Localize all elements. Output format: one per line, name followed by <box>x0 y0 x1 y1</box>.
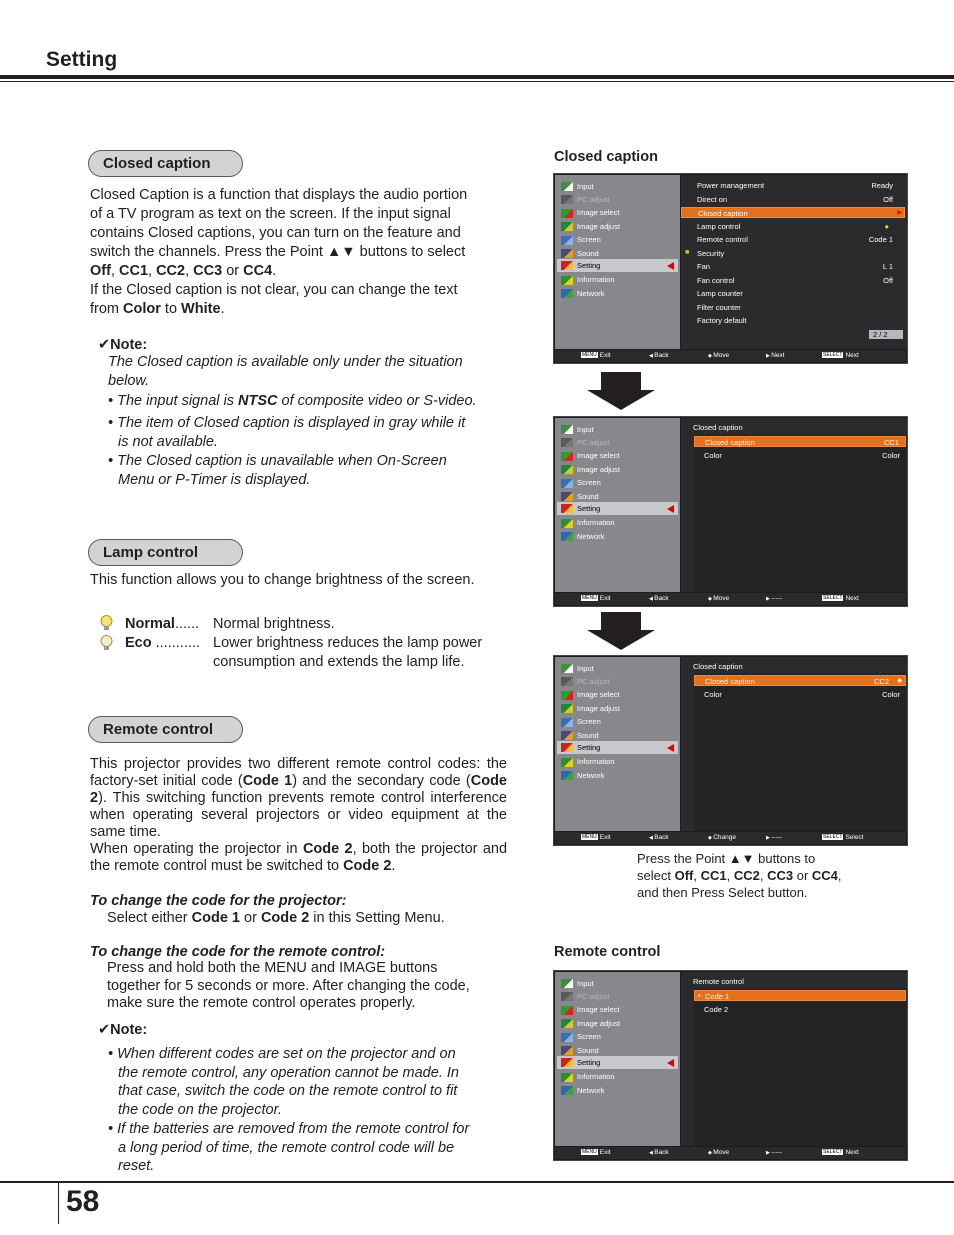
osd-menu-icon <box>561 664 573 673</box>
updown-arrow-icon: ◆ <box>897 678 902 684</box>
osd-screen-closed-caption <box>553 416 908 607</box>
osd-menu-item-setting[interactable] <box>557 502 678 515</box>
note-bullet-codes: • When different codes are set on the projector and on the remote control, any operation cannot be made. In that case, switch the code on the remote control to fit the code on the projector. <box>108 1046 459 1118</box>
osd-key-label: Back <box>654 834 669 841</box>
menu-key-icon: MENU <box>582 352 597 358</box>
note-bullet-ntsc: • The input signal is NTSC of composite video or S-video. <box>108 393 477 409</box>
osd-submenu-item-color[interactable] <box>694 450 906 461</box>
osd-item-label: Closed caption <box>705 677 755 686</box>
osd-menu-label: Screen <box>577 1032 601 1042</box>
osd-key-hint <box>581 595 611 602</box>
osd-menu-label: Screen <box>577 235 601 245</box>
projector-code-text: Select either Code 1 or Code 2 in this Setting Menu. <box>107 910 445 926</box>
osd-submenu-item-code-1[interactable] <box>694 990 906 1001</box>
osd-menu-label: Network <box>577 770 605 780</box>
select-instruction: Press the Point ▲▼ buttons to select Off, CC1, CC2, CC3 or CC4, and then Press Select button. <box>637 851 842 900</box>
osd-setting-item-filter-counter[interactable] <box>681 302 905 313</box>
osd-menu-label: Information <box>577 757 615 767</box>
remote-code-text: Press and hold both the MENU and IMAGE buttons together for 5 seconds or more. After changing the code, make sure the remote control operates properly. <box>107 960 470 1011</box>
osd-menu-icon <box>561 532 573 541</box>
osd-item-value: Color <box>882 689 900 699</box>
osd-right-panel <box>681 175 907 349</box>
osd-menu-icon <box>561 704 573 713</box>
osd-active-arrow-icon <box>667 744 674 752</box>
osd-menu-icon <box>561 276 573 285</box>
osd-right-panel <box>681 657 907 831</box>
osd-menu-icon <box>561 743 573 752</box>
osd-key-hint <box>708 595 729 602</box>
select-key-icon: SELECT <box>823 1149 843 1155</box>
osd-submenu-title: Closed caption <box>693 662 743 671</box>
osd-item-value: Code 1 <box>868 235 893 244</box>
osd-menu-label: Setting <box>577 1057 601 1067</box>
left-arrow-icon: ◀ <box>649 596 655 602</box>
osd-menu-label: PC adjust <box>577 194 610 204</box>
osd-menu-label: Image select <box>577 451 620 461</box>
osd-key-label: Back <box>654 1149 669 1156</box>
projector-code-heading: To change the code for the projector: <box>90 893 347 909</box>
lamp-eco-desc: Lower brightness reduces the lamp power consumption and extends the lamp life. <box>213 635 483 670</box>
osd-menu-label: Image select <box>577 690 620 700</box>
osd-item-value: L 1 <box>882 262 893 271</box>
lamp-control-body: This function allows you to change brightness of the screen. <box>90 572 475 588</box>
figure-caption-closed-caption: Closed caption <box>554 149 658 165</box>
osd-bottom-bar <box>555 832 906 844</box>
osd-menu-icon <box>561 438 573 447</box>
osd-menu-label: Setting <box>577 742 601 752</box>
osd-submenu-panel <box>694 434 907 592</box>
osd-menu-label: Image select <box>577 208 620 218</box>
osd-bottom-bar <box>555 593 906 605</box>
osd-menu-icon <box>561 261 573 270</box>
osd-item-label: Direct on <box>697 194 728 204</box>
osd-menu-icon <box>561 758 573 767</box>
osd-key-hint <box>581 1149 611 1156</box>
osd-left-menu <box>555 657 680 831</box>
osd-key-label: Change <box>713 834 737 841</box>
down-arrow-icon <box>587 372 655 410</box>
osd-right-panel <box>681 972 907 1146</box>
osd-menu-icon <box>561 195 573 204</box>
osd-item-label: Code 1 <box>705 992 730 1001</box>
osd-key-label: Move <box>713 352 730 359</box>
lamp-eco-icon <box>100 635 113 652</box>
osd-key-hint <box>822 595 859 602</box>
osd-bottom-bar <box>555 1147 906 1159</box>
osd-key-hint <box>822 1149 859 1156</box>
left-arrow-icon: ◀ <box>649 353 655 359</box>
right-arrow-icon: ▶ <box>766 835 772 841</box>
osd-menu-label: Network <box>577 288 605 298</box>
right-arrow-icon: ▶ <box>897 210 902 216</box>
right-arrow-icon: ▶ <box>766 596 772 602</box>
updown-arrow-icon: ◆ <box>708 835 714 841</box>
figure-caption-remote-control: Remote control <box>554 944 661 960</box>
osd-key-hint <box>649 595 669 602</box>
right-arrow-icon: ▶ <box>766 353 772 359</box>
osd-item-label: Security <box>697 248 725 258</box>
osd-menu-icon <box>561 691 573 700</box>
osd-key-hint <box>649 352 669 359</box>
page-title: Setting <box>46 48 118 71</box>
osd-submenu-title: Remote control <box>693 977 744 986</box>
osd-menu-icon <box>561 182 573 191</box>
note-bullet-batteries: • If the batteries are removed from the remote control for a long period of time, the remote control code will be reset. <box>108 1121 470 1174</box>
osd-key-hint <box>649 1149 669 1156</box>
closed-caption-heading: Closed caption <box>88 150 243 177</box>
osd-menu-icon <box>561 771 573 780</box>
osd-submenu-item-closed-caption[interactable] <box>694 436 906 447</box>
osd-menu-icon <box>561 479 573 488</box>
osd-item-label: Remote control <box>697 235 748 244</box>
osd-menu-label: PC adjust <box>577 437 610 447</box>
osd-key-label: Move <box>713 1149 730 1156</box>
osd-menu-label: Image adjust <box>577 221 620 231</box>
osd-menu-label: Sound <box>577 1045 599 1055</box>
osd-menu-icon <box>561 209 573 218</box>
osd-key-label: Move <box>713 595 730 602</box>
osd-key-label: ----- <box>771 595 783 602</box>
osd-menu-icon <box>561 1006 573 1015</box>
closed-caption-body: Closed Caption is a function that displays the audio portion of a TV program as text on the screen. If the input signal contains Closed captions, you can turn on the feature and switch the channels. Press the Point ▲▼ buttons to select Off, CC1, CC2, CC3 or CC4. If the Closed caption is not clear, you can change the text from Color to White. <box>90 187 468 317</box>
lamp-normal-desc: Normal brightness. <box>213 616 335 632</box>
osd-key-label: Select <box>845 834 864 841</box>
left-arrow-icon: ◀ <box>649 1150 655 1156</box>
osd-menu-label: Information <box>577 275 615 285</box>
menu-key-icon: MENU <box>582 834 597 840</box>
osd-submenu-item-code-2[interactable] <box>694 1004 906 1015</box>
osd-key-hint <box>581 352 611 359</box>
osd-menu-icon <box>561 504 573 513</box>
osd-menu-label: Input <box>577 663 594 673</box>
osd-menu-label: Input <box>577 181 594 191</box>
osd-menu-label: Setting <box>577 503 601 513</box>
osd-setting-item-fan[interactable] <box>681 261 905 272</box>
osd-menu-label: PC adjust <box>577 676 610 686</box>
osd-item-label: Lamp control <box>697 221 741 231</box>
osd-bottom-bar <box>555 350 906 362</box>
osd-submenu-panel <box>694 988 907 1146</box>
osd-menu-item-setting[interactable] <box>557 259 678 272</box>
osd-menu-icon <box>561 1033 573 1042</box>
osd-key-label: Back <box>654 595 669 602</box>
select-key-icon: SELECT <box>823 834 843 840</box>
osd-setting-item-direct-on[interactable] <box>681 194 905 205</box>
osd-menu-icon <box>561 249 573 258</box>
osd-submenu-item-color[interactable] <box>694 689 906 700</box>
note-label: ✔Note: <box>98 337 148 353</box>
osd-menu-icon <box>561 718 573 727</box>
osd-menu-label: Image adjust <box>577 1018 620 1028</box>
osd-setting-item-closed-caption[interactable] <box>681 207 905 218</box>
osd-page-indicator: 2 / 2 <box>869 330 903 339</box>
osd-setting-item-factory-default[interactable] <box>681 315 905 326</box>
osd-menu-icon <box>561 1073 573 1082</box>
osd-key-label: ----- <box>771 1149 783 1156</box>
osd-menu-label: Network <box>577 1085 605 1095</box>
osd-left-menu <box>555 175 680 349</box>
right-arrow-icon: ▶ <box>766 1150 772 1156</box>
osd-screen-remote-control <box>553 970 908 1161</box>
osd-item-value: CC1 <box>883 438 899 447</box>
osd-key-hint <box>766 352 785 359</box>
osd-menu-label: Sound <box>577 248 599 258</box>
osd-menu-label: Input <box>577 424 594 434</box>
osd-item-label: Lamp counter <box>697 289 743 298</box>
osd-left-menu <box>555 972 680 1146</box>
osd-menu-icon <box>561 992 573 1001</box>
osd-screen-closed-caption-select <box>553 655 908 846</box>
osd-menu-icon <box>561 731 573 740</box>
osd-key-hint <box>581 834 611 841</box>
osd-active-arrow-icon <box>667 505 674 513</box>
osd-menu-label: Setting <box>577 260 601 270</box>
osd-menu-icon <box>561 519 573 528</box>
note-bullet-gray: • The item of Closed caption is displayed in gray while it is not available. <box>108 415 466 450</box>
osd-setting-item-power-management[interactable] <box>681 180 905 191</box>
osd-menu-icon <box>561 979 573 988</box>
osd-menu-icon <box>561 492 573 501</box>
select-key-icon: SELECT <box>823 352 843 358</box>
osd-key-label: Next <box>845 352 859 359</box>
osd-key-hint <box>822 834 864 841</box>
osd-key-hint <box>766 595 782 602</box>
osd-key-hint <box>708 834 736 841</box>
osd-menu-label: Information <box>577 1072 615 1082</box>
updown-arrow-icon: ◆ <box>708 596 714 602</box>
osd-key-hint <box>766 834 782 841</box>
osd-menu-label: Image select <box>577 1005 620 1015</box>
osd-menu-icon <box>561 1086 573 1095</box>
osd-setting-item-fan-control[interactable] <box>681 275 905 286</box>
osd-menu-icon <box>561 222 573 231</box>
osd-menu-icon <box>561 677 573 686</box>
selected-dot-icon: • <box>698 991 701 1000</box>
osd-menu-icon <box>561 1019 573 1028</box>
osd-menu-label: PC adjust <box>577 991 610 1001</box>
lamp-normal-icon <box>100 615 113 632</box>
header-rule-thin <box>0 81 954 82</box>
osd-active-arrow-icon <box>667 1059 674 1067</box>
lamp-normal-label: Normal...... <box>125 616 200 632</box>
osd-key-hint <box>708 352 729 359</box>
remote-control-body: This projector provides two different remote control codes: the factory-set initial code (Code 1) and the secondary code (Code 2). This switching function prevents remote control interference when operating several projectors or video equipment at the same time. <box>90 756 507 840</box>
osd-menu-label: Input <box>577 978 594 988</box>
osd-right-panel <box>681 418 907 592</box>
remote-code-heading: To change the code for the remote control: <box>90 944 386 960</box>
note-label-2: ✔Note: <box>98 1022 148 1038</box>
osd-setting-item-security[interactable] <box>681 248 905 259</box>
remote-control-body-2: When operating the projector in Code 2, both the projector and the remote control must be switched to Code 2. <box>90 841 508 874</box>
left-arrow-icon: ◀ <box>649 835 655 841</box>
osd-item-value: Off <box>883 194 893 204</box>
osd-item-label: Code 2 <box>704 1004 729 1014</box>
osd-item-value: Off <box>883 275 893 285</box>
osd-key-label: Exit <box>599 595 611 602</box>
osd-key-hint <box>766 1149 782 1156</box>
osd-menu-label: Image adjust <box>577 703 620 713</box>
osd-screen-setting-menu <box>553 173 908 364</box>
osd-submenu-title: Closed caption <box>693 423 743 432</box>
footer-divider <box>58 1182 59 1224</box>
down-arrow-icon <box>587 612 655 650</box>
osd-menu-label: Sound <box>577 730 599 740</box>
osd-setting-item-lamp-control[interactable] <box>681 221 905 232</box>
note-intro: The Closed caption is available only under the situation below. <box>108 354 463 389</box>
osd-left-menu <box>555 418 680 592</box>
menu-key-icon: MENU <box>582 1149 597 1155</box>
osd-key-hint <box>822 352 859 359</box>
osd-menu-icon <box>561 236 573 245</box>
footer-rule <box>0 1181 954 1183</box>
osd-menu-item-setting[interactable] <box>557 1056 678 1069</box>
osd-key-label: Next <box>771 352 785 359</box>
osd-menu-label: Information <box>577 518 615 528</box>
osd-menu-label: Screen <box>577 478 601 488</box>
header-rule <box>0 75 954 79</box>
osd-key-label: Next <box>845 595 859 602</box>
osd-submenu-item-closed-caption[interactable] <box>694 675 906 686</box>
lamp-control-heading: Lamp control <box>88 539 243 566</box>
osd-menu-label: Screen <box>577 717 601 727</box>
osd-key-label: ----- <box>771 834 783 841</box>
osd-key-hint <box>708 1149 729 1156</box>
osd-menu-icon <box>561 1058 573 1067</box>
osd-submenu-panel <box>694 673 907 831</box>
select-key-icon: SELECT <box>823 595 843 601</box>
page-number: 58 <box>66 1185 100 1218</box>
osd-menu-icon <box>561 465 573 474</box>
osd-item-value: Ready <box>871 181 893 190</box>
osd-item-label: Closed caption <box>698 209 748 218</box>
osd-item-label: Closed caption <box>705 438 755 447</box>
osd-active-arrow-icon <box>667 262 674 270</box>
osd-item-label: Factory default <box>697 316 747 325</box>
osd-key-label: Back <box>654 352 669 359</box>
osd-key-label: Next <box>845 1149 859 1156</box>
osd-menu-icon <box>561 289 573 298</box>
osd-menu-icon <box>561 425 573 434</box>
lamp-eco-label: Eco ........... <box>125 635 200 651</box>
osd-item-label: Power management <box>697 181 765 190</box>
osd-item-value: Color <box>882 450 900 460</box>
lamp-bulb-icon: ● <box>884 221 889 231</box>
osd-menu-label: Sound <box>577 491 599 501</box>
osd-menu-icon <box>561 452 573 461</box>
osd-item-label: Color <box>704 689 722 699</box>
menu-key-icon: MENU <box>582 595 597 601</box>
osd-key-label: Exit <box>599 352 611 359</box>
updown-arrow-icon: ◆ <box>708 1150 714 1156</box>
osd-item-label: Color <box>704 450 722 460</box>
osd-menu-item-setting[interactable] <box>557 741 678 754</box>
osd-item-label: Filter counter <box>697 302 741 312</box>
osd-setting-item-lamp-counter[interactable] <box>681 288 905 299</box>
note-bullet-unavailable: • The Closed caption is unavailable when On-Screen Menu or P-Timer is displayed. <box>108 453 447 488</box>
osd-item-label: Fan <box>697 262 710 271</box>
osd-setting-item-remote-control[interactable] <box>681 234 905 245</box>
osd-menu-label: Image adjust <box>577 464 620 474</box>
osd-menu-icon <box>561 1046 573 1055</box>
osd-key-label: Exit <box>599 1149 611 1156</box>
osd-key-hint <box>649 834 669 841</box>
remote-control-heading: Remote control <box>88 716 243 743</box>
lock-icon: ■ <box>685 248 690 256</box>
osd-item-label: Fan control <box>697 275 735 285</box>
osd-item-value: CC2 <box>873 677 889 686</box>
updown-arrow-icon: ◆ <box>708 353 714 359</box>
osd-key-label: Exit <box>599 834 611 841</box>
osd-menu-label: Network <box>577 531 605 541</box>
